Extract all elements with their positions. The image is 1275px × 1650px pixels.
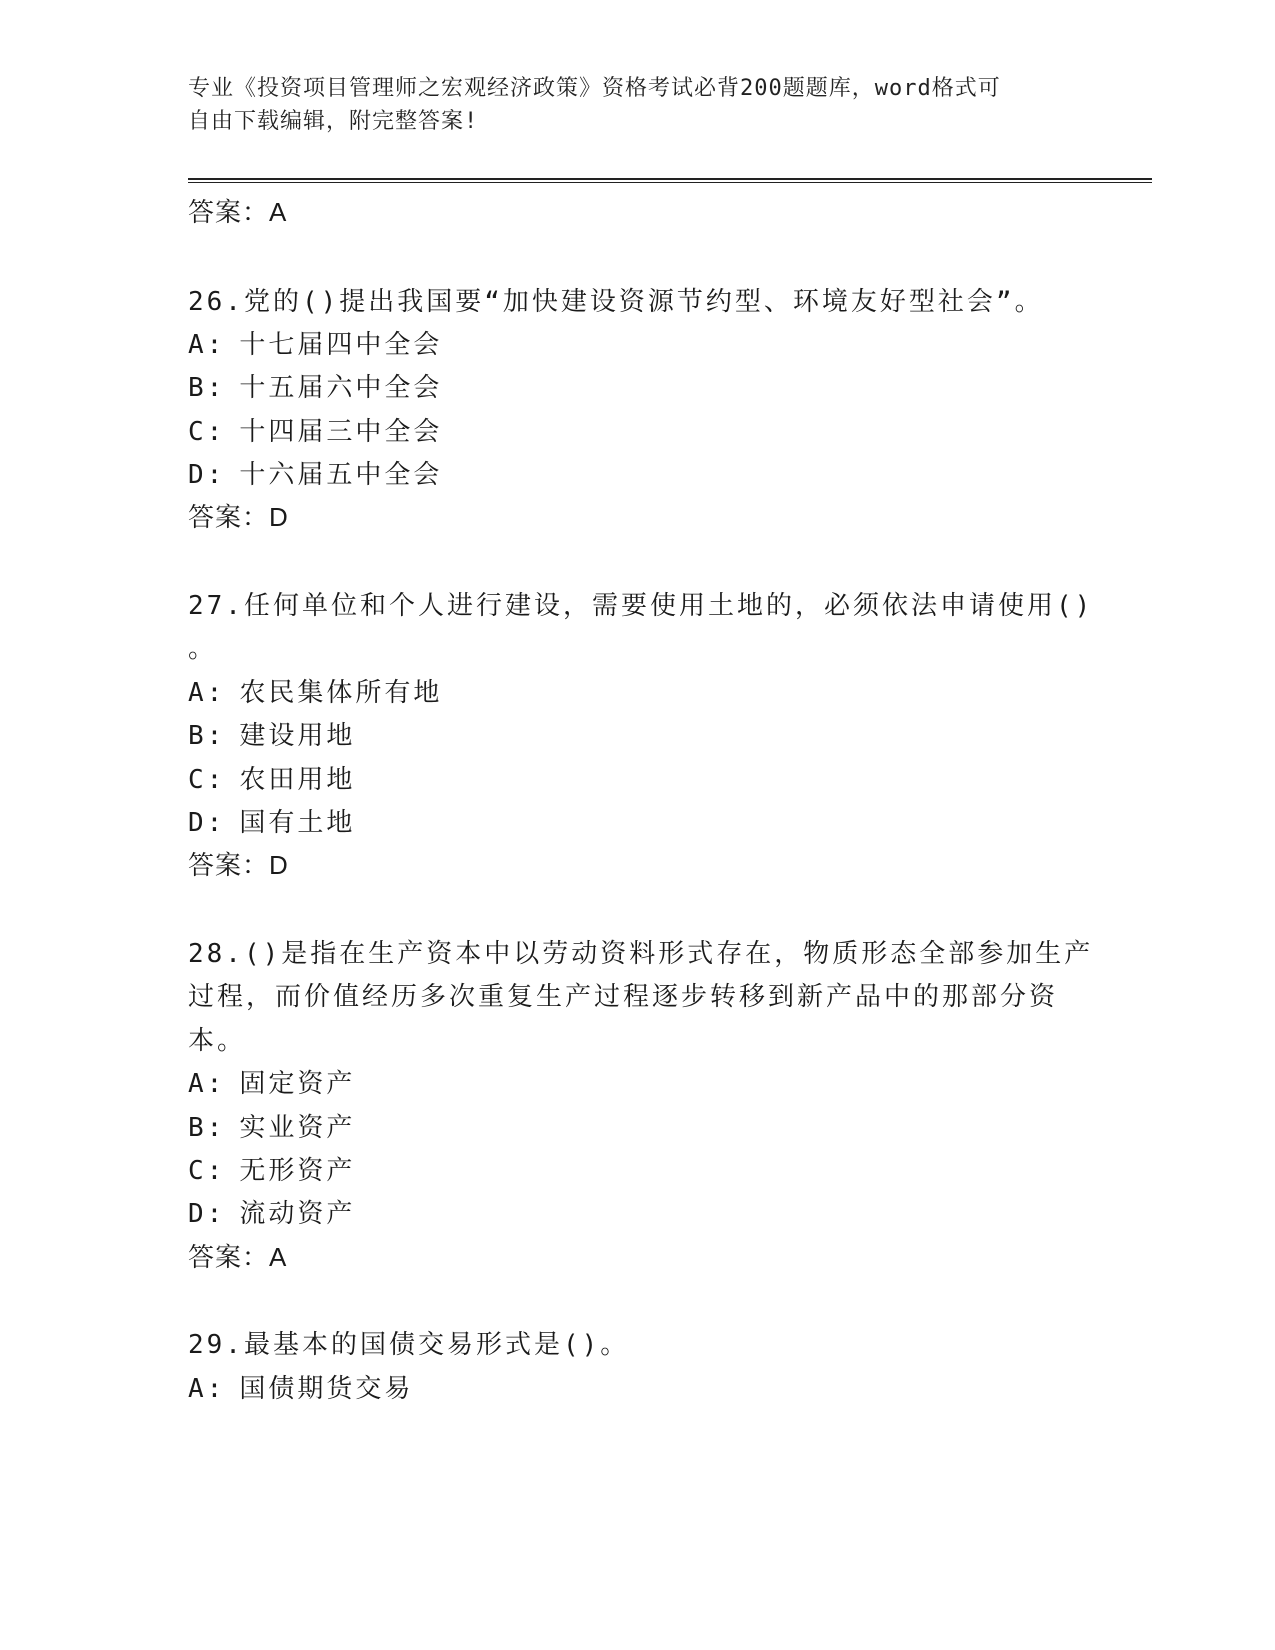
- option-text: 国债期货交易: [239, 1374, 414, 1404]
- option-b: [188, 1107, 355, 1144]
- option-text: 农民集体所有地: [239, 678, 443, 708]
- option-label: C:: [188, 417, 226, 447]
- header-line-2: 自由下载编辑，附完整答案!: [188, 109, 479, 134]
- option-b: [188, 715, 355, 752]
- option-text: 无形资产: [239, 1156, 356, 1186]
- option-d: [188, 802, 355, 839]
- answer-line: 答案：A: [188, 197, 288, 227]
- option-label: A:: [188, 330, 226, 360]
- answer-line: 答案：D: [188, 502, 289, 532]
- question-27-continuation: 。: [188, 634, 218, 664]
- question-number: 28.: [188, 939, 244, 969]
- question-27: [188, 585, 1093, 622]
- option-label: B:: [188, 721, 226, 751]
- header-line-1: 专业《投资项目管理师之宏观经济政策》资格考试必背200题题库，word格式可: [188, 76, 1001, 101]
- option-text: 十四届三中全会: [239, 417, 443, 447]
- question-text: ()是指在生产资本中以劳动资料形式存在，物质形态全部参加生产: [243, 939, 1094, 969]
- question-26: [188, 281, 1044, 318]
- option-b: [188, 367, 442, 404]
- option-d: [188, 1193, 355, 1230]
- option-c: [188, 1150, 355, 1187]
- option-text: 固定资产: [239, 1069, 356, 1099]
- option-label: D:: [188, 1199, 226, 1229]
- option-label: A:: [188, 678, 226, 708]
- option-a: [188, 672, 442, 709]
- header-divider: [188, 178, 1152, 183]
- option-d: [188, 454, 442, 491]
- question-28-line-3: 本。: [188, 1026, 247, 1056]
- option-label: D:: [188, 460, 226, 490]
- answer-line: 答案：A: [188, 1242, 288, 1272]
- question-text: 党的()提出我国要“加快建设资源节约型、环境友好型社会”。: [243, 287, 1044, 317]
- question-28: [188, 933, 1093, 970]
- question-number: 27.: [188, 591, 244, 621]
- question-text: 任何单位和个人进行建设，需要使用土地的，必须依法申请使用(): [243, 591, 1094, 621]
- option-label: C:: [188, 765, 226, 795]
- page-header: [188, 72, 1058, 138]
- option-text: 建设用地: [239, 721, 356, 751]
- option-text: 农田用地: [239, 765, 356, 795]
- option-label: C:: [188, 1156, 226, 1186]
- option-label: B:: [188, 373, 226, 403]
- option-text: 实业资产: [239, 1113, 356, 1143]
- option-text: 流动资产: [239, 1199, 356, 1229]
- question-text: 最基本的国债交易形式是()。: [243, 1330, 630, 1360]
- option-text: 十五届六中全会: [239, 373, 443, 403]
- question-number: 29.: [188, 1330, 244, 1360]
- question-number: 26.: [188, 287, 244, 317]
- option-label: A:: [188, 1374, 226, 1404]
- option-text: 十七届四中全会: [239, 330, 443, 360]
- option-a: [188, 1368, 413, 1405]
- option-c: [188, 759, 355, 796]
- option-a: [188, 324, 442, 361]
- option-a: [188, 1063, 355, 1100]
- option-label: B:: [188, 1113, 226, 1143]
- question-29: [188, 1324, 629, 1361]
- option-label: D:: [188, 808, 226, 838]
- option-text: 十六届五中全会: [239, 460, 443, 490]
- answer-line: 答案：D: [188, 850, 289, 880]
- option-c: [188, 411, 442, 448]
- option-label: A:: [188, 1069, 226, 1099]
- option-text: 国有土地: [239, 808, 356, 838]
- question-28-line-2: 过程，而价值经历多次重复生产过程逐步转移到新产品中的那部分资: [188, 982, 1059, 1012]
